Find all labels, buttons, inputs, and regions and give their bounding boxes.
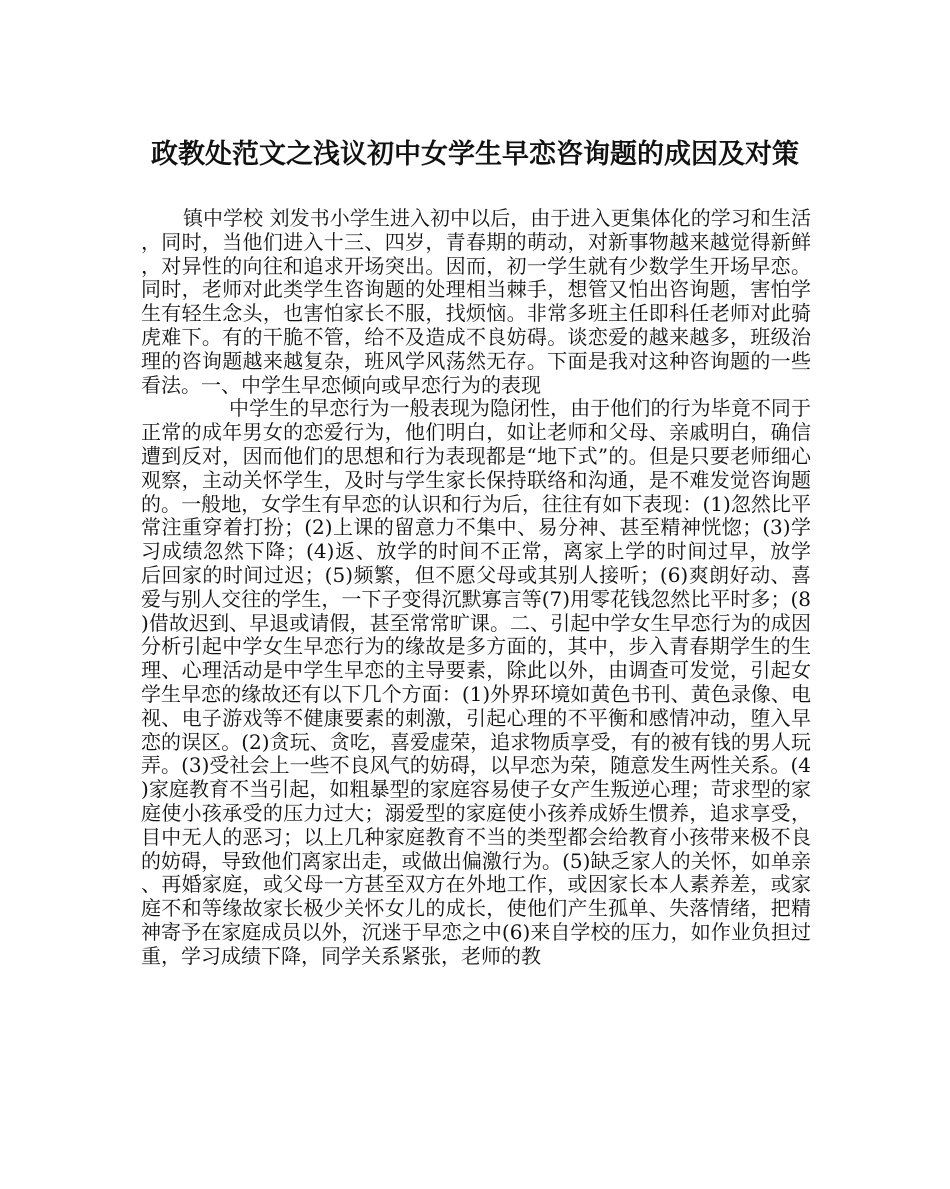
document-title: 政教处范文之浅议初中女学生早恋咨询题的成因及对策 xyxy=(151,139,799,170)
body-paragraph-1: 镇中学校 刘发书小学生进入初中以后，由于进入更集体化的学习和生活，同时，当他们进入十三、四岁，青春期的萌动，对新事物越来越觉得新鲜，对异性的向往和追求开场突出。因而，初一学生就有少数学生开场早恋。同时，老师对此类学生咨询题的处理相当棘手，想管又怕出咨询题，害怕学生有轻生念头，也害怕家长不服，找烦恼。非常多班主任即科任老师对此骑虎难下。有的干脆不管，给不及造成不良妨碍。谈恋爱的越来越多，班级治理的咨询题越来越复杂，班风学风荡然无存。下面是我对这种咨询题的一些看法。一、中学生早恋倾向或早恋行为的表现 xyxy=(141,206,811,397)
body-paragraph-2: 中学生的早恋行为一般表现为隐闭性，由于他们的行为毕竟不同于正常的成年男女的恋爱行为，他们明白，如让老师和父母、亲戚明白，确信遭到反对，因而他们的思想和行为表现都是“地下式”的。但是只要老师细心观察，主动关怀学生，及时与学生家长保持联络和沟通，是不难发觉咨询题的。一般地，女学生有早恋的认识和行为后，往往有如下表现：(1)忽然比平常注重穿着打扮；(2)上课的留意力不集中、易分神、甚至精神恍惚；(3)学习成绩忽然下降；(4)返、放学的时间不正常，离家上学的时间过早，放学 后回家的时间过迟；(5)频繁，但不愿父母或其别人接听；(6)爽朗好动、喜爱与别人交往的学生，一下子变得沉默寡言等(7)用零花钱忽然比平时多；(8)借故迟到、早退或请假，甚至常常旷课。二、引起中学女生早恋行为的成因分析引起中学女生早恋行为的缘故是多方面的，其中，步入青春期学生的生理、心理活动是中学生早恋的主导要素，除此以外，由调查可发觉，引起女学生早恋的缘故还有以下几个方面：(1)外界环境如黄色书刊、黄色录像、电视、电子游戏等不健康要素的刺激，引起心理的不平衡和感情冲动，堕入早恋的误区。(2)贪玩、贪吃，喜爱虚荣，追求物质享受，有的被有钱的男人玩弄。(3)受社会上一些不良风气的妨碍，以早恋为荣，随意发生两性关系。(4)家庭教育不当引起，如粗暴型的家庭容易使子女产生叛逆心理；苛求型的家庭使小孩承受的压力过大；溺爱型的家庭使小孩养成娇生惯养，追求享受，目中无人的恶习；以上几种家庭教育不当的类型都会给教育小孩带来极不良的妨碍，导致他们离家出走，或做出偏激行为。(5)缺乏家人的关怀，如单亲、再婚家庭，或父母一方甚至双方在外地工作，或因家长本人素养差，或家庭不和等缘故家长极少关怀女儿的成长，使他们产生孤单、失落情绪，把精神寄予在家庭成员以外，沉迷于早恋之中(6)来自学校的压力，如作业负担过重，学习成绩下降，同学关系紧张，老师的教 xyxy=(141,396,811,968)
document-body xyxy=(141,207,811,969)
